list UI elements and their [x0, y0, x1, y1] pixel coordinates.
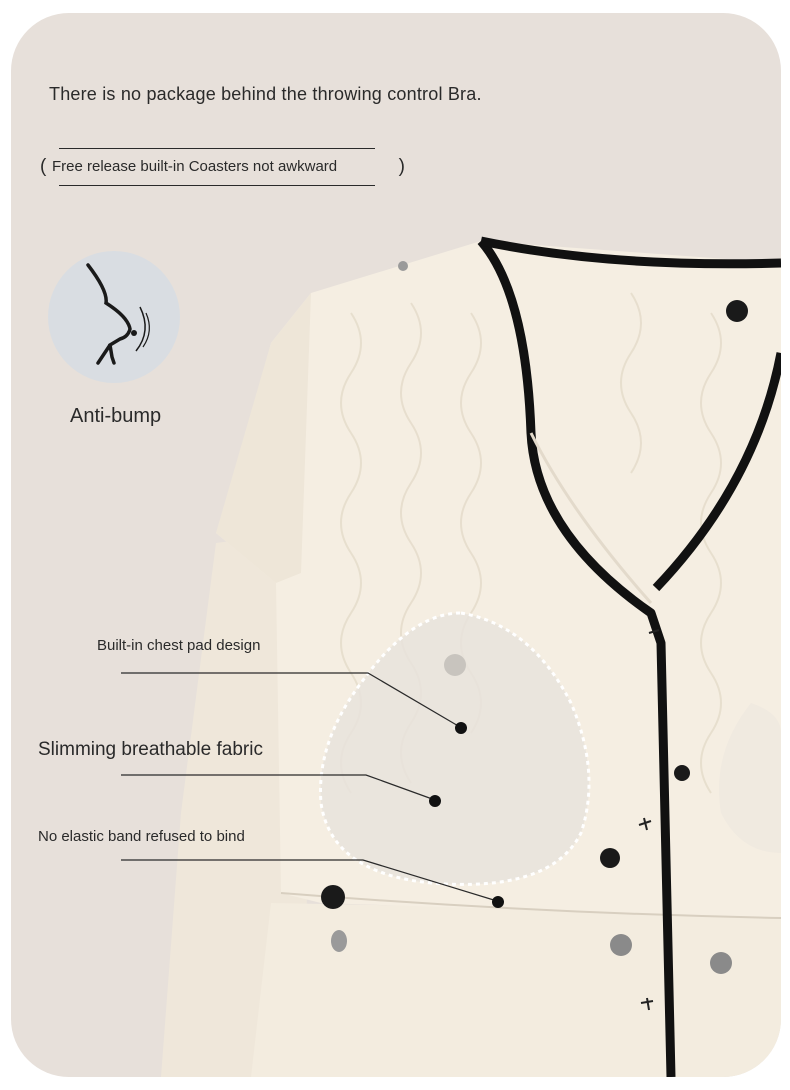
callout-dot-elastic	[492, 896, 504, 908]
tagline-text: Free release built-in Coasters not awkward	[52, 158, 338, 175]
tagline-frame	[40, 148, 405, 186]
callout-elastic: No elastic band refused to bind	[38, 828, 245, 845]
leader-line-elastic	[121, 860, 497, 901]
tagline-paren-right: )	[398, 156, 405, 177]
tagline-rule-top	[59, 148, 375, 149]
anti-bump-icon	[48, 251, 180, 383]
leader-line-fabric	[121, 775, 435, 800]
body-profile-icon	[48, 251, 180, 383]
leader-line-chest-pad	[121, 673, 460, 727]
callout-fabric: Slimming breathable fabric	[38, 739, 263, 760]
product-detail-card	[11, 13, 781, 1077]
feature-label: Anti-bump	[70, 405, 162, 427]
tagline-paren-left: (	[40, 156, 47, 177]
callout-dot-fabric	[429, 795, 441, 807]
tagline-rule-bottom	[59, 185, 375, 186]
callout-dot-chest-pad	[455, 722, 467, 734]
headline-text: There is no package behind the throwing control Bra.	[49, 84, 482, 104]
callout-chest-pad: Built-in chest pad design	[97, 637, 261, 654]
